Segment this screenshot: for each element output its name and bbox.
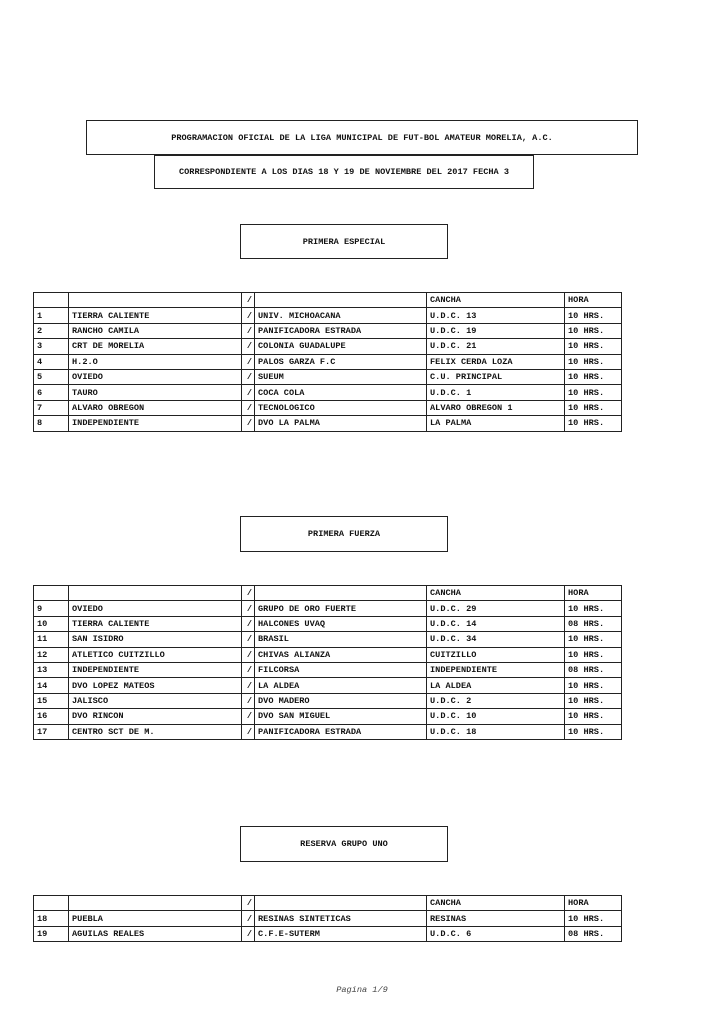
- table-row: [34, 601, 622, 616]
- away-team-cell: PANIFICADORA ESTRADA: [255, 323, 427, 338]
- home-team-cell: INDEPENDIENTE: [69, 416, 242, 431]
- time-cell: 10 HRS.: [565, 601, 622, 616]
- separator-cell: /: [242, 339, 255, 354]
- away-team-cell: RESINAS SINTETICAS: [255, 911, 427, 926]
- home-team-cell: ALVARO OBREGON: [69, 400, 242, 415]
- away-team-cell: COCA COLA: [255, 385, 427, 400]
- table-row: [34, 339, 622, 354]
- field-cell: U.D.C. 19: [427, 323, 565, 338]
- away-team-cell: FILCORSA: [255, 662, 427, 677]
- table-row: [34, 308, 622, 323]
- table-row: [34, 926, 622, 941]
- time-cell: 10 HRS.: [565, 369, 622, 384]
- separator-cell: /: [242, 693, 255, 708]
- time-cell: 10 HRS.: [565, 709, 622, 724]
- field-cell: U.D.C. 13: [427, 308, 565, 323]
- home-team-cell: INDEPENDIENTE: [69, 662, 242, 677]
- header-time-cell: HORA: [565, 896, 622, 911]
- header-match-number-cell: [34, 586, 69, 601]
- time-cell: 10 HRS.: [565, 724, 622, 739]
- home-team-cell: DVO RINCON: [69, 709, 242, 724]
- separator-cell: /: [242, 709, 255, 724]
- time-cell: 10 HRS.: [565, 678, 622, 693]
- table-row: [34, 416, 622, 431]
- section-title-box-2: [240, 826, 448, 862]
- header-home-team-cell: [69, 293, 242, 308]
- document-title-box: [86, 120, 638, 155]
- field-cell: C.U. PRINCIPAL: [427, 369, 565, 384]
- header-away-team-cell: [255, 586, 427, 601]
- table-row: [34, 369, 622, 384]
- away-team-cell: DVO LA PALMA: [255, 416, 427, 431]
- away-team-cell: SUEUM: [255, 369, 427, 384]
- field-cell: RESINAS: [427, 911, 565, 926]
- home-team-cell: SAN ISIDRO: [69, 632, 242, 647]
- field-cell: U.D.C. 2: [427, 693, 565, 708]
- field-cell: U.D.C. 6: [427, 926, 565, 941]
- time-cell: 10 HRS.: [565, 308, 622, 323]
- table-row: [34, 724, 622, 739]
- home-team-cell: TIERRA CALIENTE: [69, 308, 242, 323]
- header-separator-cell: /: [242, 586, 255, 601]
- home-team-cell: DVO LOPEZ MATEOS: [69, 678, 242, 693]
- match-number-cell: 2: [34, 323, 69, 338]
- field-cell: ALVARO OBREGON 1: [427, 400, 565, 415]
- match-number-cell: 15: [34, 693, 69, 708]
- document-subtitle-box: [154, 155, 534, 189]
- match-number-cell: 14: [34, 678, 69, 693]
- header-match-number-cell: [34, 896, 69, 911]
- home-team-cell: OVIEDO: [69, 601, 242, 616]
- header-separator-cell: /: [242, 896, 255, 911]
- home-team-cell: CRT DE MORELIA: [69, 339, 242, 354]
- away-team-cell: LA ALDEA: [255, 678, 427, 693]
- time-cell: 10 HRS.: [565, 323, 622, 338]
- away-team-cell: TECNOLOGICO: [255, 400, 427, 415]
- match-number-cell: 16: [34, 709, 69, 724]
- separator-cell: /: [242, 354, 255, 369]
- home-team-cell: PUEBLA: [69, 911, 242, 926]
- match-number-cell: 17: [34, 724, 69, 739]
- home-team-cell: AGUILAS REALES: [69, 926, 242, 941]
- field-cell: LA PALMA: [427, 416, 565, 431]
- header-away-team-cell: [255, 293, 427, 308]
- time-cell: 10 HRS.: [565, 693, 622, 708]
- table-row: [34, 400, 622, 415]
- separator-cell: /: [242, 369, 255, 384]
- table-row: [34, 616, 622, 631]
- time-cell: 10 HRS.: [565, 385, 622, 400]
- field-cell: INDEPENDIENTE: [427, 662, 565, 677]
- match-number-cell: 4: [34, 354, 69, 369]
- time-cell: 10 HRS.: [565, 647, 622, 662]
- home-team-cell: TIERRA CALIENTE: [69, 616, 242, 631]
- table-row: [34, 647, 622, 662]
- away-team-cell: CHIVAS ALIANZA: [255, 647, 427, 662]
- header-field-cell: CANCHA: [427, 293, 565, 308]
- match-number-cell: 19: [34, 926, 69, 941]
- separator-cell: /: [242, 400, 255, 415]
- field-cell: U.D.C. 29: [427, 601, 565, 616]
- match-number-cell: 1: [34, 308, 69, 323]
- section-title: PRIMERA ESPECIAL: [302, 236, 386, 247]
- table-row: [34, 678, 622, 693]
- separator-cell: /: [242, 416, 255, 431]
- time-cell: 10 HRS.: [565, 632, 622, 647]
- separator-cell: /: [242, 616, 255, 631]
- home-team-cell: JALISCO: [69, 693, 242, 708]
- separator-cell: /: [242, 647, 255, 662]
- header-home-team-cell: [69, 586, 242, 601]
- time-cell: 10 HRS.: [565, 339, 622, 354]
- match-number-cell: 18: [34, 911, 69, 926]
- field-cell: U.D.C. 18: [427, 724, 565, 739]
- match-number-cell: 5: [34, 369, 69, 384]
- table-header-row: [34, 293, 622, 308]
- separator-cell: /: [242, 662, 255, 677]
- section-title: RESERVA GRUPO UNO: [300, 839, 388, 849]
- away-team-cell: UNIV. MICHOACANA: [255, 308, 427, 323]
- header-field-cell: CANCHA: [427, 586, 565, 601]
- match-number-cell: 10: [34, 616, 69, 631]
- away-team-cell: DVO SAN MIGUEL: [255, 709, 427, 724]
- home-team-cell: ATLETICO CUITZILLO: [69, 647, 242, 662]
- home-team-cell: TAURO: [69, 385, 242, 400]
- header-away-team-cell: [255, 896, 427, 911]
- time-cell: 10 HRS.: [565, 400, 622, 415]
- time-cell: 10 HRS.: [565, 354, 622, 369]
- table-row: [34, 354, 622, 369]
- match-number-cell: 11: [34, 632, 69, 647]
- table-row: [34, 632, 622, 647]
- field-cell: U.D.C. 21: [427, 339, 565, 354]
- schedule-table-0: [33, 292, 622, 432]
- document-title: PROGRAMACION OFICIAL DE LA LIGA MUNICIPAL DE FUT-BOL AMATEUR MORELIA, A.C.: [171, 132, 553, 143]
- match-number-cell: 6: [34, 385, 69, 400]
- match-number-cell: 9: [34, 601, 69, 616]
- away-team-cell: PANIFICADORA ESTRADA: [255, 724, 427, 739]
- header-match-number-cell: [34, 293, 69, 308]
- separator-cell: /: [242, 911, 255, 926]
- header-home-team-cell: [69, 896, 242, 911]
- home-team-cell: RANCHO CAMILA: [69, 323, 242, 338]
- home-team-cell: OVIEDO: [69, 369, 242, 384]
- time-cell: 08 HRS.: [565, 662, 622, 677]
- field-cell: LA ALDEA: [427, 678, 565, 693]
- away-team-cell: C.F.E-SUTERM: [255, 926, 427, 941]
- page-number: Pagina 1/9: [336, 985, 388, 995]
- table-header-row: [34, 586, 622, 601]
- match-number-cell: 13: [34, 662, 69, 677]
- table-row: [34, 662, 622, 677]
- field-cell: CUITZILLO: [427, 647, 565, 662]
- separator-cell: /: [242, 601, 255, 616]
- home-team-cell: H.2.O: [69, 354, 242, 369]
- header-separator-cell: /: [242, 293, 255, 308]
- field-cell: U.D.C. 1: [427, 385, 565, 400]
- separator-cell: /: [242, 678, 255, 693]
- separator-cell: /: [242, 632, 255, 647]
- table-row: [34, 385, 622, 400]
- separator-cell: /: [242, 385, 255, 400]
- separator-cell: /: [242, 308, 255, 323]
- match-number-cell: 7: [34, 400, 69, 415]
- schedule-table-1: [33, 585, 622, 740]
- field-cell: U.D.C. 14: [427, 616, 565, 631]
- separator-cell: /: [242, 724, 255, 739]
- away-team-cell: GRUPO DE ORO FUERTE: [255, 601, 427, 616]
- table-row: [34, 911, 622, 926]
- away-team-cell: PALOS GARZA F.C: [255, 354, 427, 369]
- time-cell: 08 HRS.: [565, 926, 622, 941]
- away-team-cell: DVO MADERO: [255, 693, 427, 708]
- schedule-table-2: [33, 895, 622, 942]
- table-header-row: [34, 896, 622, 911]
- section-title: PRIMERA FUERZA: [307, 529, 381, 539]
- header-field-cell: CANCHA: [427, 896, 565, 911]
- section-title-box-0: [240, 224, 448, 259]
- header-time-cell: HORA: [565, 586, 622, 601]
- separator-cell: /: [242, 926, 255, 941]
- header-time-cell: HORA: [565, 293, 622, 308]
- time-cell: 08 HRS.: [565, 616, 622, 631]
- document-subtitle: CORRESPONDIENTE A LOS DIAS 18 Y 19 DE NOVIEMBRE DEL 2017 FECHA 3: [178, 167, 510, 177]
- table-row: [34, 709, 622, 724]
- table-row: [34, 323, 622, 338]
- time-cell: 10 HRS.: [565, 911, 622, 926]
- field-cell: U.D.C. 34: [427, 632, 565, 647]
- section-title-box-1: [240, 516, 448, 552]
- match-number-cell: 8: [34, 416, 69, 431]
- field-cell: FELIX CERDA LOZA: [427, 354, 565, 369]
- away-team-cell: HALCONES UVAQ: [255, 616, 427, 631]
- separator-cell: /: [242, 323, 255, 338]
- time-cell: 10 HRS.: [565, 416, 622, 431]
- table-row: [34, 693, 622, 708]
- match-number-cell: 12: [34, 647, 69, 662]
- home-team-cell: CENTRO SCT DE M.: [69, 724, 242, 739]
- field-cell: U.D.C. 10: [427, 709, 565, 724]
- match-number-cell: 3: [34, 339, 69, 354]
- away-team-cell: COLONIA GUADALUPE: [255, 339, 427, 354]
- away-team-cell: BRASIL: [255, 632, 427, 647]
